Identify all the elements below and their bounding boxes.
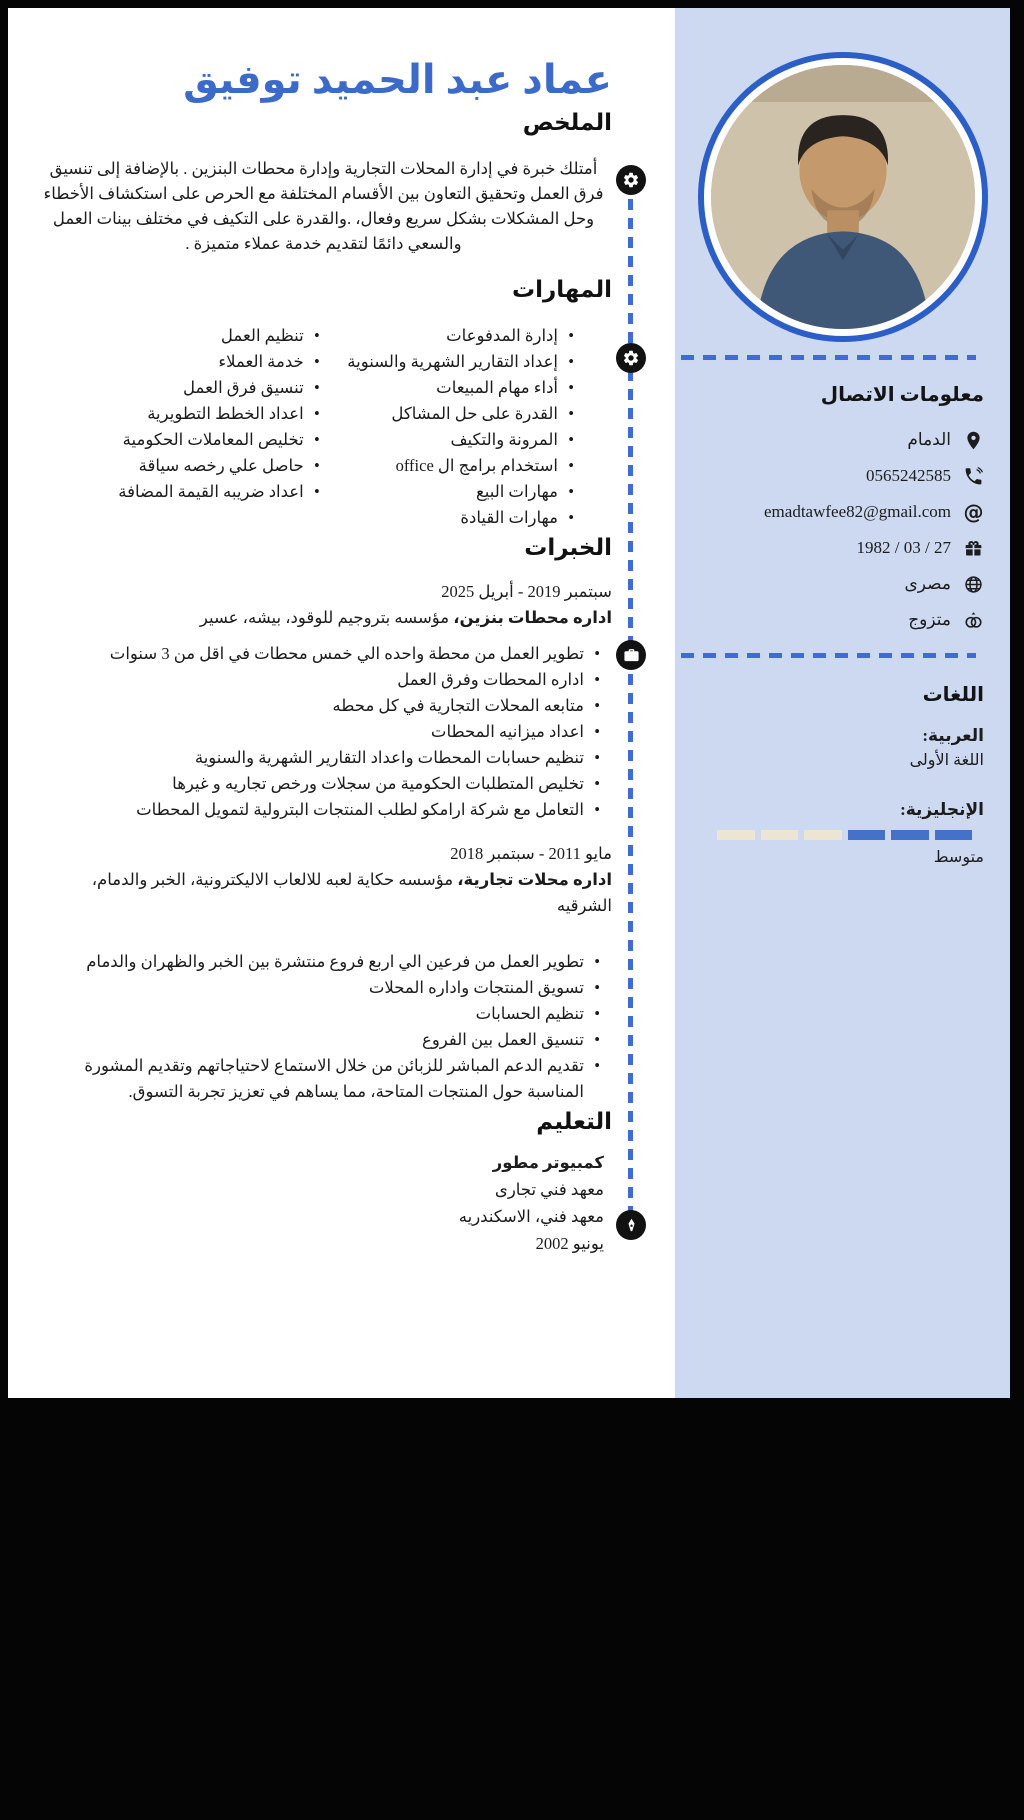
skill-item: • خدمة العملاء <box>35 349 322 375</box>
experience-entry <box>35 579 612 823</box>
bar-segment-filled <box>848 830 886 840</box>
skill-item: • المرونة والتكيف <box>322 427 576 453</box>
contact-birthdate: 27 / 03 / 1982 <box>856 538 951 557</box>
contact-nationality: مصرى <box>904 574 951 593</box>
contact-email: emadtawfee82@gmail.com <box>764 502 951 521</box>
job-role: اداره محلات تجارية، <box>457 869 612 889</box>
cv-page <box>8 8 1010 1398</box>
education-degree: كمبيوتر مطور <box>492 1152 604 1172</box>
job-dates: سبتمبر 2019 - أبريل 2025 <box>441 581 612 601</box>
contact-row-phone <box>701 458 984 494</box>
job-bullet: • تسويق المنتجات واداره المحلات <box>35 975 602 1001</box>
job-bullet: • تطوير العمل من فرعين الي اربع فروع منتشرة بين الخبر والظهران والدمام <box>35 949 602 975</box>
location-pin-icon <box>963 430 984 451</box>
job-org: مؤسسه بتروجيم للوقود، بيشه، عسير <box>199 607 454 627</box>
at-sign-icon: @ <box>963 499 984 524</box>
education-school: معهد فني تجارى <box>494 1179 604 1199</box>
skill-item: • اعداد ضريبه القيمة المضافة <box>35 479 322 505</box>
job-bullet: • تطوير العمل من محطة واحده الي خمس محطات في اقل من 3 سنوات <box>35 641 602 667</box>
summary-title: الملخص <box>522 110 612 135</box>
job-bullet: • التعامل مع شركة ارامكو لطلب المنتجات البترولية لتمويل المحطات <box>35 797 602 823</box>
job-bullet: • اداره المحطات وفرق العمل <box>35 667 602 693</box>
skill-item: • حاصل علي رخصه سياقة <box>35 453 322 479</box>
skill-item: • تخليص المعاملات الحكومية <box>35 427 322 453</box>
skill-item: • القدرة على حل المشاكل <box>322 401 576 427</box>
language-english-label: الإنجليزية: <box>900 800 984 819</box>
skill-item: • إدارة المدفوعات <box>322 323 576 349</box>
pen-nib-icon <box>623 1217 640 1234</box>
bar-segment-empty <box>804 830 842 840</box>
job-title <box>35 867 612 919</box>
skill-item: • تنسيق فرق العمل <box>35 375 322 401</box>
education-institute: معهد فني، الاسكندريه <box>458 1206 604 1226</box>
job-bullet: • تنظيم حسابات المحطات واعداد التقارير الشهرية والسنوية <box>35 745 602 771</box>
job-dates: مايو 2011 - سبتمبر 2018 <box>450 843 612 863</box>
skills-columns <box>35 323 612 531</box>
bar-segment-filled <box>891 830 929 840</box>
contact-phone: 0565242585 <box>866 466 951 485</box>
skills-section-marker <box>616 343 646 373</box>
skill-item: • اعداد الخطط التطويرية <box>35 401 322 427</box>
timeline-dashed-line <box>628 180 633 1225</box>
language-arabic-level: اللغة الأولى <box>909 752 984 769</box>
job-org: مؤسسه حكاية لعبه للالعاب الاليكترونية، الخبر والدمام، الشرقيه <box>91 869 612 915</box>
job-bullet: • متابعه المحلات التجارية في كل محطه <box>35 693 602 719</box>
job-title <box>35 605 612 631</box>
contact-row-email <box>701 494 984 530</box>
job-bullet: • تنسيق العمل بين الفروع <box>35 1027 602 1053</box>
bar-segment-empty <box>761 830 799 840</box>
gear-icon <box>622 171 640 189</box>
languages-section <box>701 680 984 870</box>
education-section-marker <box>616 1210 646 1240</box>
summary-section-marker <box>616 165 646 195</box>
experience-entry <box>35 841 612 1105</box>
skill-item: • إعداد التقارير الشهرية والسنوية <box>322 349 576 375</box>
job-bullet: • تخليص المتطلبات الحكومية من سجلات ورخص تجاريه و غيرها <box>35 771 602 797</box>
gear-icon <box>622 349 640 367</box>
experience-title: الخبرات <box>524 534 612 560</box>
profile-photo-frame <box>698 52 988 342</box>
person-name: عماد عبد الحميد توفيق <box>183 57 612 102</box>
language-english-level: متوسط <box>933 849 984 866</box>
job-bullet: • تقديم الدعم المباشر للزبائن من خلال الاستماع لاحتياجاتهم وتقديم المشورة المناسبة حول المنتجات المتاحة، مما يساهم في تعزيز تجربة التسوق. <box>35 1053 602 1105</box>
contact-row-nationality <box>701 566 984 602</box>
skill-item: • مهارات القيادة <box>322 505 576 531</box>
contact-row-marital <box>701 602 984 638</box>
contact-city: الدمام <box>907 430 951 449</box>
main-column <box>35 8 612 1257</box>
job-bullet: • اعداد ميزانيه المحطات <box>35 719 602 745</box>
contact-section <box>701 380 984 638</box>
profile-photo <box>711 65 975 329</box>
job-role: اداره محطات بنزين، <box>453 607 612 627</box>
education-entry <box>35 1149 612 1257</box>
bar-segment-filled <box>935 830 973 840</box>
skill-item: • مهارات البيع <box>322 479 576 505</box>
sidebar <box>675 8 1010 1398</box>
contact-marital-status: متزوج <box>908 610 951 629</box>
skill-item: • تنظيم العمل <box>35 323 322 349</box>
skills-column-right <box>322 323 576 531</box>
contact-list <box>701 422 984 638</box>
job-bullet-list <box>35 641 612 823</box>
avatar-illustration <box>711 65 975 329</box>
contact-row-birthday <box>701 530 984 566</box>
wedding-rings-icon <box>963 610 984 631</box>
skill-item: • استخدام برامج ال office <box>322 453 576 479</box>
sidebar-divider-top <box>681 355 976 360</box>
english-level-bar <box>717 830 972 840</box>
globe-icon <box>963 574 984 595</box>
job-bullet-list <box>35 949 612 1105</box>
education-date: يونيو 2002 <box>535 1233 604 1253</box>
job-bullet: • تنظيم الحسابات <box>35 1001 602 1027</box>
languages-title: اللغات <box>922 684 984 706</box>
skills-column-left <box>35 323 322 531</box>
bar-segment-empty <box>717 830 755 840</box>
language-arabic-label: العربية: <box>922 726 984 745</box>
contact-title: معلومات الاتصال <box>820 384 984 406</box>
sidebar-divider-bottom <box>681 653 976 658</box>
summary-text: أمتلك خبرة في إدارة المحلات التجارية وإدارة محطات البنزين . بالإضافة إلى تنسيق فرق العمل وتحقيق التعاون بين الأقسام المختلفة مع الحرص على استكشاف الأخطاء وحل المشكلات بشكل سريع وفعال، .والقدرة على التكيف في مختلف بينات العمل والسعي دائمًا لتقديم خدمة عملاء متميزة . <box>43 159 604 253</box>
skills-title: المهارات <box>512 276 612 302</box>
experience-section-marker <box>616 640 646 670</box>
phone-icon <box>963 466 984 487</box>
education-title: التعليم <box>536 1108 612 1134</box>
skill-item: • أداء مهام المبيعات <box>322 375 576 401</box>
gift-icon <box>963 538 984 559</box>
briefcase-icon <box>623 647 640 664</box>
contact-row-city <box>701 422 984 458</box>
